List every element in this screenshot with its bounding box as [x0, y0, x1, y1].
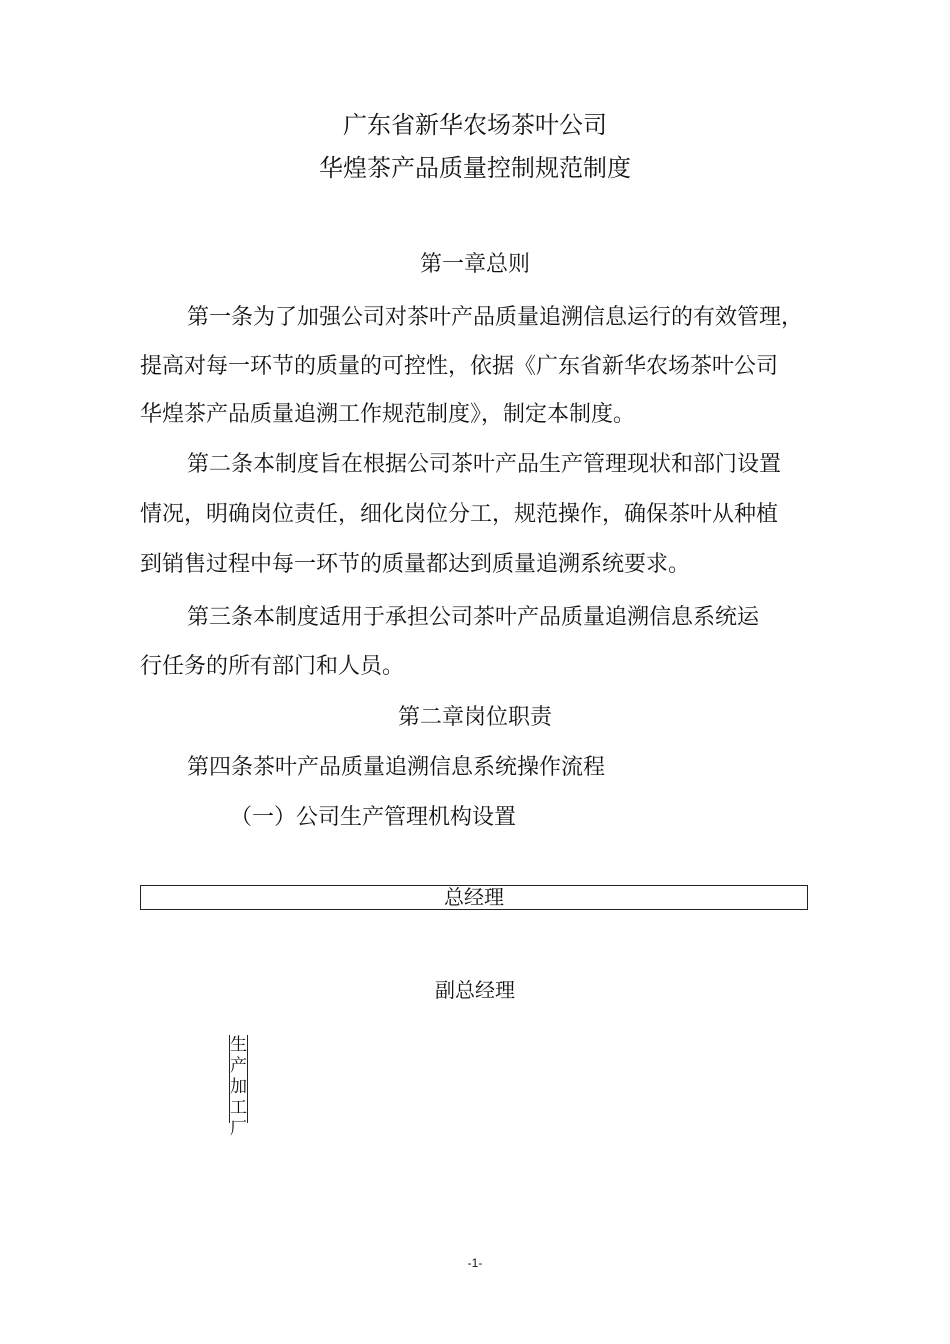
- article-2-line-3: 到销售过程中每一环节的质量都达到质量追溯系统要求。: [140, 552, 691, 577]
- org-general-manager-label: 总经理: [444, 885, 504, 909]
- org-general-manager-box: [140, 885, 808, 910]
- org-dept-char: 产: [230, 1056, 247, 1076]
- page-number: -1-: [467, 1256, 483, 1270]
- org-dept-char: 加: [230, 1077, 247, 1097]
- article-2-line-2: 情况，明确岗位责任，细化岗位分工，规范操作，确保茶叶从种植: [140, 502, 779, 527]
- doc-title-line-2: 华煌茶产品质量控制规范制度: [319, 154, 631, 182]
- org-dept-char: 厂: [230, 1119, 247, 1139]
- article-1-line-3: 华煌茶产品质量追溯工作规范制度》，制定本制度。: [140, 402, 636, 427]
- org-dept-char: 生: [230, 1035, 247, 1055]
- article-2-line-1: 第二条本制度旨在根据公司茶叶产品生产管理现状和部门设置: [187, 452, 782, 477]
- section-1-heading: （一）公司生产管理机构设置: [230, 805, 517, 830]
- article-3-line-2: 行任务的所有部门和人员。: [140, 654, 405, 679]
- article-1-line-1: 第一条为了加强公司对茶叶产品质量追溯信息运行的有效管理，: [187, 305, 804, 330]
- doc-title-line-1: 广东省新华农场茶叶公司: [343, 111, 607, 139]
- article-3-line-1: 第三条本制度适用于承担公司茶叶产品质量追溯信息系统运: [187, 605, 760, 630]
- org-deputy-gm-label: 副总经理: [435, 978, 515, 1002]
- org-production-dept-box: [229, 1035, 248, 1139]
- article-4-line: 第四条茶叶产品质量追溯信息系统操作流程: [187, 755, 606, 780]
- article-1-line-2: 提高对每一环节的质量的可控性，依据《广东省新华农场茶叶公司: [140, 354, 779, 379]
- chapter-2-heading: 第二章岗位职责: [398, 705, 553, 730]
- chapter-1-heading: 第一章总则: [419, 252, 530, 277]
- org-dept-char: 工: [230, 1098, 247, 1118]
